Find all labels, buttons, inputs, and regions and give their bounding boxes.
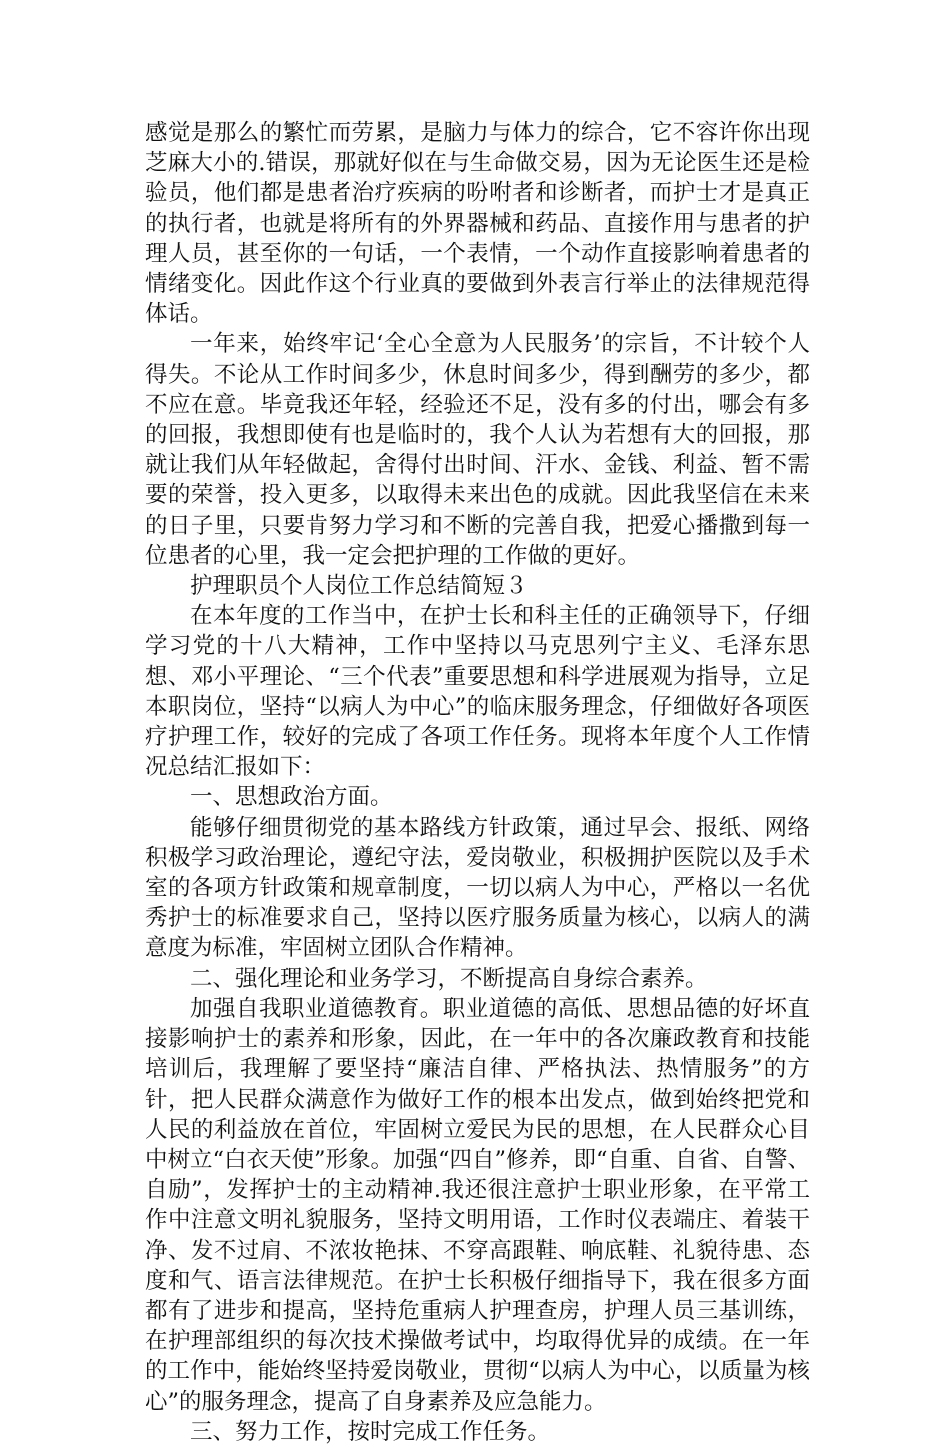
body-paragraph: 能够仔细贯彻党的基本路线方针政策，通过早会、报纸、网络积极学习政治理论，遵纪守法，爱岗敬业，积极拥护医院以及手术室的各项方针政策和规章制度，一切以病人为中心，严格以一名优秀护士的标准要求自己，坚持以医疗服务质量为核心，以病人的满意度为标准，牢固树立团队合作精神。 [145, 814, 810, 962]
body-paragraph: 感觉是那么的繁忙而劳累，是脑力与体力的综合，它不容许你出现芝麻大小的.错误，那就好似在与生命做交易，因为无论医生还是检验员，他们都是患者治疗疾病的吩咐者和诊断者，而护士才是真正的执行者，也就是将所有的外界器械和药品、直接作用与患者的护理人员，甚至你的一句话，一个表情，一个动作直接影响着患者的情绪变化。因此作这个行业真的要做到外表言行举止的法律规范得体话。 [145, 120, 810, 328]
section-title: 护理职员个人岗位工作总结简短３ [190, 573, 528, 600]
section-heading: 三、努力工作，按时完成工作任务。 [190, 1418, 551, 1445]
body-paragraph: 在本年度的工作当中，在护士长和科主任的正确领导下，仔细学习党的十八大精神，工作中坚持以马克思列宁主义、毛泽东思想、邓小平理论、“三个代表”重要思想和科学进展观为指导，立足本职岗位，坚持“以病人为中心”的临床服务理念，仔细做好各项医疗护理工作，较好的完成了各项工作任务。现将本年度个人工作情况总结汇报如下： [145, 603, 810, 781]
document-page [145, 118, 810, 1447]
body-paragraph: 一年来，始终牢记‘全心全意为人民服务’的宗旨，不计较个人得失。不论从工作时间多少，休息时间多少，得到酬劳的多少，都不应在意。毕竟我还年轻，经验还不足，没有多的付出，哪会有多的回报，我想即使有也是临时的，我个人认为若想有大的回报，那就让我们从年轻做起，舍得付出时间、汗水、金钱、利益、暂不需要的荣誉，投入更多，以取得未来出色的成就。因此我坚信在未来的日子里，只要肯努力学习和不断的完善自我，把爱心播撒到每一位患者的心里，我一定会把护理的工作做的更好。 [145, 331, 810, 569]
body-paragraph: 加强自我职业道德教育。职业道德的高低、思想品德的好坏直接影响护士的素养和形象，因此，在一年中的各次廉政教育和技能培训后，我理解了要坚持“廉洁自律、严格执法、热情服务”的方针，把人民群众满意作为做好工作的根本出发点，做到始终把党和人民的利益放在首位，牢固树立爱民为民的思想，在人民群众心目中树立“白衣天使”形象。加强“四自”修养，即“自重、自省、自警、自励”，发挥护士的主动精神.我还很注意护士职业形象，在平常工作中注意文明礼貌服务，坚持文明用语，工作时仪表端庄、着装干净、发不过肩、不浓妆艳抹、不穿高跟鞋、响底鞋、礼貌待患、态度和气、语言法律规范。在护士长积极仔细指导下，我在很多方面都有了进步和提高，坚持危重病人护理查房，护理人员三基训练，在护理部组织的每次技术操做考试中，均取得优异的成绩。在一年的工作中，能始终坚持爱岗敬业，贯彻“以病人为中心，以质量为核心”的服务理念，提高了自身素养及应急能力。 [145, 995, 811, 1415]
section-heading: 二、强化理论和业务学习，不断提高自身综合素养。 [190, 965, 708, 992]
section-heading: 一、思想政治方面。 [190, 784, 393, 811]
